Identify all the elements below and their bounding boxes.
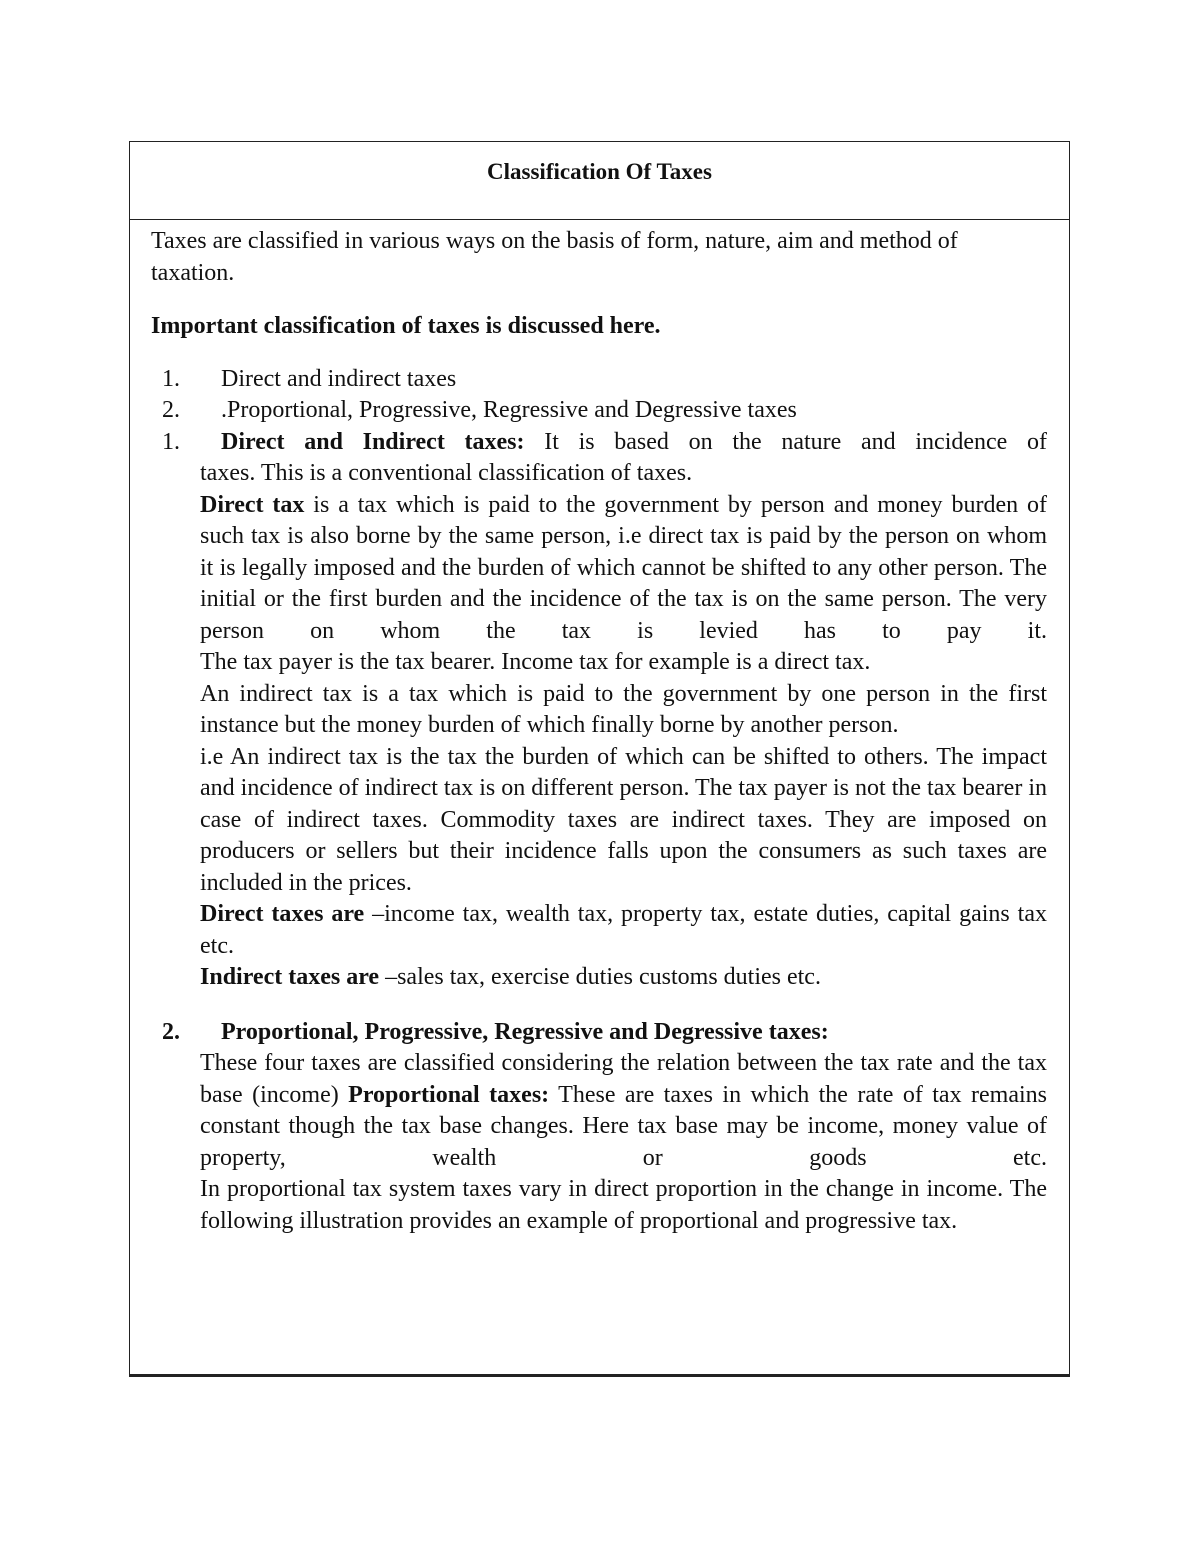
- section-1-heading: Direct and Indirect taxes:: [221, 428, 525, 455]
- toc-text: .Proportional, Progressive, Regressive and Degressive taxes: [221, 397, 797, 423]
- tax-payer-paragraph: The tax payer is the tax bearer. Income tax for example is a direct tax.: [200, 649, 871, 675]
- section-2-heading: Proportional, Progressive, Regressive and Degressive taxes:: [221, 1018, 829, 1045]
- toc-list: [151, 364, 1047, 427]
- toc-item: [151, 364, 1047, 396]
- direct-taxes-are-label: Direct taxes are: [200, 901, 365, 927]
- direct-taxes-are-paragraph: [200, 899, 1047, 962]
- section-1-heading-row: [151, 427, 1047, 459]
- indirect-tax-paragraph: An indirect tax is a tax which is paid to the government by one person in the first instance but the money burden of which finally borne by another person.: [200, 680, 1047, 738]
- section-2-body: [151, 1048, 1047, 1237]
- section-2-heading-row: [151, 1017, 1047, 1049]
- indirect-taxes-are-text: –sales tax, exercise duties customs duties etc.: [379, 964, 821, 990]
- section-2: [151, 1017, 1047, 1238]
- section-2-text-a: These four taxes are classified considering the relation between the tax rate and the tax base (income): [200, 1050, 1047, 1108]
- section-1-line2: taxes. This is a conventional classification of taxes.: [200, 460, 693, 486]
- document-box: [129, 141, 1070, 1377]
- indirect-taxes-are-paragraph: [200, 962, 1047, 994]
- section-2-number: 2.: [162, 1018, 180, 1045]
- section-1-number: 1.: [162, 428, 180, 455]
- proportional-taxes-label: Proportional taxes:: [348, 1081, 550, 1108]
- section-2-paragraph-c: In proportional tax system taxes vary in direct proportion in the change in income. The following illustration provides an example of proportional and progressive tax.: [200, 1176, 1047, 1234]
- section-1: [151, 427, 1047, 994]
- section-1-heading-rest: It is based on the nature and incidence of: [524, 428, 1048, 455]
- direct-tax-text: is a tax which is paid to the government by person and money burden of such tax is also borne by the same person, i.e direct tax is paid by the person on whom it is legally imposed and the burden of which cannot be shifted to any other person. The initial or the first burden and the incidence of the tax is on the same person. The very person on whom the tax is levied has to pay it.: [200, 491, 1047, 644]
- toc-number: 1.: [162, 365, 180, 392]
- toc-item: [151, 395, 1047, 427]
- page-title: Classification Of Taxes: [130, 142, 1069, 220]
- important-heading: Important classification of taxes is discussed here.: [151, 313, 661, 339]
- intro-paragraph: Taxes are classified in various ways on the basis of form, nature, aim and method of taxation.: [151, 228, 958, 286]
- indirect-taxes-are-label: Indirect taxes are: [200, 964, 380, 990]
- ie-paragraph: i.e An indirect tax is the tax the burden of which can be shifted to others. The impact and incidence of indirect tax is on different person. The tax payer is not the tax bearer in case of indirect taxes. Commodity taxes are indirect taxes. They are imposed on producers or sellers but their incidence falls upon the consumers as such taxes are included in the prices.: [200, 743, 1047, 896]
- direct-tax-label: Direct tax: [200, 491, 305, 518]
- direct-taxes-are-text: –income tax, wealth tax, property tax, estate duties, capital gains tax etc.: [200, 901, 1048, 959]
- section-1-body: [151, 458, 1047, 994]
- section-2-text-b: These are taxes in which the rate of tax remains constant though the tax base changes. Here tax base may be income, money value of property, wealth or goods etc.: [200, 1081, 1047, 1171]
- section-2-paragraph: [200, 1048, 1047, 1174]
- document-body: [130, 226, 1069, 1237]
- toc-number: 2.: [162, 397, 180, 423]
- direct-tax-paragraph: [200, 490, 1047, 648]
- toc-text: Direct and indirect taxes: [221, 365, 457, 392]
